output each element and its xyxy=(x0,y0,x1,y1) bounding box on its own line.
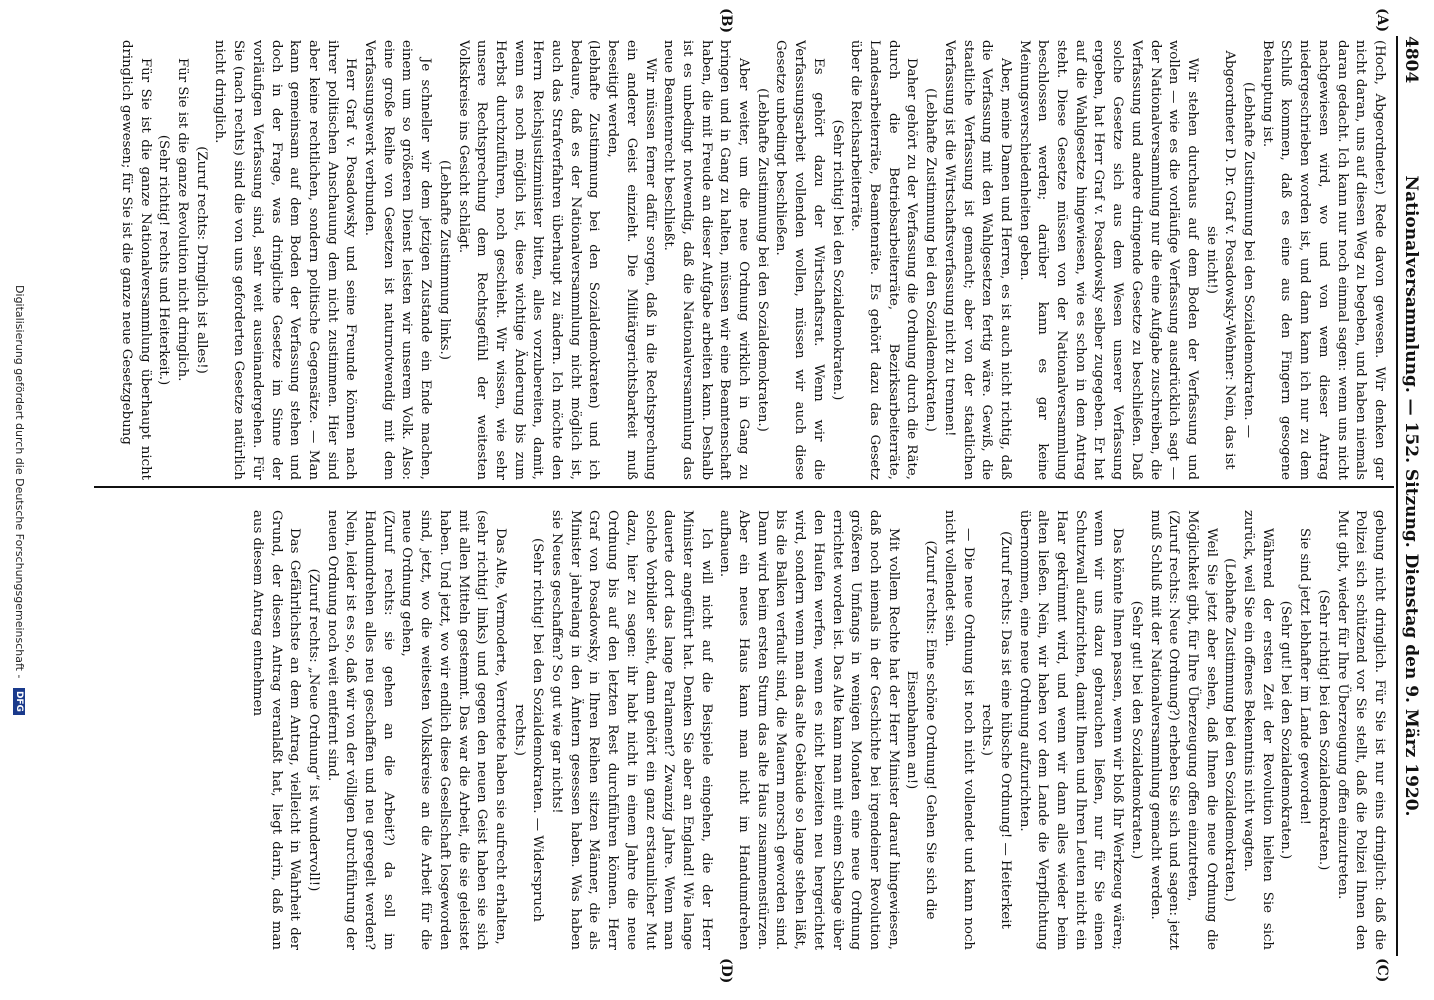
interjection: (Sehr gut! bei den Sozialdemokraten.) xyxy=(1128,600,1144,860)
interjection: (Zuruf rechts: „Neue Ordnung“ ist wundervoll!) xyxy=(305,568,321,892)
paragraph: Das Gefährlichste an dem Antrag, vielleicht in Wahrheit der Grund, der diesen Antrag veranlaßt hat, liegt darin, daß man aus diesem Antrag entnehmen xyxy=(249,510,303,950)
page-header xyxy=(1396,36,1424,956)
margin-marker-d: (D) xyxy=(718,958,734,984)
paragraph: Daher gehört zu der Verfassung die Ordnung durch die Räte, durch die Betriebsarbeiterräte, Bezirksarbeiterräte, Landesarbeiterräte, Beamtenräte. Es gehört dazu das Gesetz über die Reichsarbeiterräte. xyxy=(848,40,920,480)
paragraph: Wir stehen durchaus auf dem Boden der Verfassung und wollen — wie es die vorläufige Verfassung ausdrücklich sagt — der Nationalversammlung nur die eine Aufgabe zuschreiben, die Verfassung und andere dringende Gesetze zu beschließen. Daß solche Gesetze sich aus dem Wesen unserer Verfassung ergeben, hat Herr Graf v. Posadowsky selber zugegeben. Er hat auf die Wahlgesetze hingewiesen, wie es schon in dem Antrag steht. Diese Gesetze müssen von der Nationalversammlung beschlossen werden; darüber kann es gar keine Meinungsverschiedenheiten geben. xyxy=(1016,40,1200,480)
dfg-logo: DFG xyxy=(13,688,25,715)
interjection: (Zuruf rechts: Dringlich ist alles!) xyxy=(193,146,209,374)
paragraph: (Hoch, Abgeordneter.) Rede davon gewesen. Wir denken gar nicht daran, uns auf diesen Weg zu begeben, und haben niemals daran gedacht. Ich kann nur noch einmal sagen: wenn uns nicht nachgewiesen wird, wo und von wem dieser Antrag niedergeschrieben worden ist, und dann kann ich nur zu dem Schluß kommen, daß es eine aus den Fingern gesogene Behauptung ist. xyxy=(1259,40,1387,480)
interjection: (Lebhafte Zustimmung bei den Sozialdemokraten.) xyxy=(1222,558,1238,902)
interjection: (Sehr richtig! bei den Sozialdemokraten.) xyxy=(829,119,845,401)
paragraph: Für Sie ist die ganze Revolution nicht dringlich. xyxy=(175,58,190,382)
interjection: (Sehr richtig! bei den Sozialdemokraten. — Widerspruch rechts.) xyxy=(511,538,546,922)
margin-marker-b: (B) xyxy=(718,8,734,34)
paragraph: Je schneller wir dem jetzigen Zustande ein Ende machen, einem um so größeren Dienst leisten wir unserem Volk. Also: eine große Reihe von Gesetzen ist naturnotwendig mit dem Verfassungswerk verbunden. xyxy=(362,40,434,480)
paragraph: Mit vollem Rechte hat der Herr Minister darauf hingewiesen, daß noch niemals in der Geschichte bei irgendeiner Revolution größeren Umfangs in wenigen Monaten eine neue Ordnung errichtet worden ist. Das Alte kann man mit einem Schlage über den Haufen werfen, wenn es nicht beizeiten neu hergerichtet wird, sondern wenn man das alte Gebäude so lange stehen läßt, bis die Balken verfault sind, die Mauern morsch geworden sind. Dann wird beim ersten Sturm das alte Haus zusammenstürzen. Aber ein neues Haus kann man nicht im Handumdrehen aufbauen. xyxy=(717,510,901,950)
interjection: (Sehr richtig! rechts und Heiterkeit.) xyxy=(156,134,172,386)
paragraph: (sehr richtig! links) und gegen den neuen Geist haben sie sich mit allen Mitteln gestemmt. Das war die Arbeit, die sie geleistet haben. Und jetzt, wo wir endlich diese Gesellschaft losgeworden sind, jetzt, wo die weitesten Volkskreise an die Arbeit für die neue Ordnung gehen, xyxy=(399,510,490,950)
digitization-credit xyxy=(13,0,26,1000)
paragraph: Herr Graf v. Posadowsky und seine Freunde können nach ihrer politischen Anschauung dem nicht zustimmen. Hier sind aber keine rechtlichen, sondern politische Gegensätze. — Man kann gemeinsam auf dem Boden der Verfassung stehen und doch in der Frage, was dringliche Gesetze im Sinne der vorläufigen Verfassung sind, sehr weit auseinandergehen. Für Sie (nach rechts) sind die von uns geforderten Gesetze natürlich nicht dringlich. xyxy=(212,40,359,480)
paragraph: — Die neue Ordnung ist noch nicht vollendet und kann noch nicht vollendet sein. xyxy=(941,510,976,950)
paragraph: Das Alte, Vermoderte, Verrottete haben sie aufrecht erhalten, xyxy=(492,528,508,945)
margin-marker-a: (A) xyxy=(1374,8,1390,33)
paragraph: gebung nicht dringlich. Für Sie ist nur eins dringlich: daß die Polizei sich schützend vor Sie stellt, daß die Polizei Ihnen den Mut gibt, wieder für Ihre Überzeugung offen einzutreten. xyxy=(1334,510,1387,950)
page-number: 4804 xyxy=(1401,36,1421,84)
paragraph: Aber weiter, um die neue Ordnung wirklich in Gang zu bringen und in Gang zu halten, müssen wir eine Beamtenschaft haben, die mit Freude an dieser Aufgabe arbeiten kann. Deshalb ist es unbedingt notwendig, daß die Nationalversammlung das neue Beamtenrecht beschließt. xyxy=(661,40,752,480)
interjection: (Zuruf rechts: Das ist eine hübsche Ordnung! — Heiterkeit rechts.) xyxy=(979,531,1013,929)
margin-marker-c: (C) xyxy=(1374,958,1390,983)
right-column xyxy=(98,510,1388,950)
paragraph: Wir müssen ferner dafür sorgen, daß in die Rechtsprechung ein anderer Geist einzieht. Die Militärgerichtsbarkeit muß beseitigt werden, xyxy=(605,40,658,480)
paragraph: Sie sind jetzt lebhafter im Lande geworden! xyxy=(1297,528,1313,826)
interjection: (Lebhafte Zustimmung bei den Sozialdemokraten.) xyxy=(923,88,939,432)
paragraph: Weil Sie jetzt aber sehen, daß Ihnen die neue Ordnung die Möglichkeit gibt, für Ihre Überzeugung offen einzutreten, xyxy=(1184,510,1219,950)
interjection: (Lebhafte Zustimmung bei den Sozialdemokraten. — Abgeordneter D. Dr. Graf v. Posadowsky-Wehner: Nein, das ist sie nicht!) xyxy=(1203,50,1257,470)
paragraph: Das könnte Ihnen passen, wenn wir bloß Ihr Werkzeug wären; wenn wir uns dazu gebrauchen ließen, nur für Sie einen Schutzwall aufzurichten, damit Ihnen und Ihren Leuten nicht ein Haar gekrümmt wird, und wenn wir dann alles wieder beim alten ließen. Nein, wir haben vor dem Lande die Verpflichtung übernommen, eine neue Ordnung aufzurichten. xyxy=(1016,510,1126,950)
interjection: (Zuruf rechts: Eine schöne Ordnung! Gehen Sie sich die Eisenbahnen an!) xyxy=(904,540,939,920)
paragraph: (Zuruf rechts: Neue Ordnung?) erheben Sie sich und sagen: jetzt muß Schluß mit der Nationalversammlung gemacht werden. xyxy=(1147,510,1182,950)
column-divider xyxy=(94,486,1394,488)
paragraph: Ich will nicht auf die Beispiele eingehen, die der Herr Minister angeführt hat. Denken Sie aber an England! Wie lange dauerte dort das lange Parlament? Zwanzig Jahre. Wenn man solche Vorbilder sieht, dann gehört ein ganz erstaunlicher Mut dazu, hier zu sagen: ihr habt nicht in einem Jahre die neue Ordnung bis auf den letzten Rest durchführen können. Herr Graf von Posadowsky, in Ihren Reihen sitzen Männer, die als Minister jahrelang in den Ämtern gesessen haben. Was haben sie Neues geschaffen? So gut wie gar nichts! xyxy=(549,510,714,950)
page-title: Nationalversammlung. — 152. Sitzung. Dienstag den 9. März 1920. xyxy=(1401,175,1421,817)
interjection: (Sehr richtig! bei den Sozialdemokraten.) xyxy=(1315,589,1331,871)
credit-text: Digitalisierung gefördert durch die Deutsche Forschungsgemeinschaft - xyxy=(13,285,26,679)
interjection: (Lebhafte Zustimmung bei den Sozialdemokraten.) xyxy=(754,88,770,432)
paragraph: Es gehört dazu der Wirtschaftsrat. Wenn wir die Verfassungsarbeit vollenden wollen, müssen wir auch diese Gesetze unbedingt beschließen. xyxy=(773,40,826,480)
left-column xyxy=(98,40,1388,480)
interjection: (Sehr gut! bei den Sozialdemokraten.) xyxy=(1278,600,1294,860)
paragraph: (lebhafte Zustimmung bei den Sozialdemokraten) und ich bedaure, daß es der Nationalversammlung nicht möglich ist, auch das Strafverfahren überhaupt zu ändern. Ich möchte den Herrn Reichsjustizminister bitten, alles vorzubereiten, damit, wenn es noch möglich ist, diese wichtige Änderung bis zum Herbst durchzuführen, noch geschieht. Wir wissen, wie sehr unsere Rechtsprechung dem Rechtsgefühl der weitesten Volkskreise ins Gesicht schlägt. xyxy=(455,40,602,480)
paragraph: Während der ersten Zeit der Revolution hielten Sie sich zurück, weil Sie ein offenes Bekenntnis nicht wagten. xyxy=(1241,510,1275,950)
paragraph: (Zuruf rechts: sie gehen an die Arbeit?) da soll im Handumdrehen alles neu geschaffen und neu geregelt werden? Nein, leider ist es so, daß wir von der völligen Durchführung der neuen Ordnung noch weit entfernt sind. xyxy=(324,510,396,950)
paragraph: Für Sie ist die ganze Nationalversammlung überhaupt nicht dringlich gewesen; für Sie ist die ganze neue Gesetzgebung xyxy=(118,40,153,480)
paragraph: Aber, meine Damen und Herren, es ist auch nicht richtig, daß die Verfassung mit den Wahlgesetzen fertig wäre. Gewiß, die staatliche Verfassung ist gemacht; aber von der staatlichen Verfassung ist die Wirtschaftsverfassung nicht zu trennen! xyxy=(941,40,1013,480)
interjection: (Lebhafte Zustimmung links.) xyxy=(436,160,452,360)
